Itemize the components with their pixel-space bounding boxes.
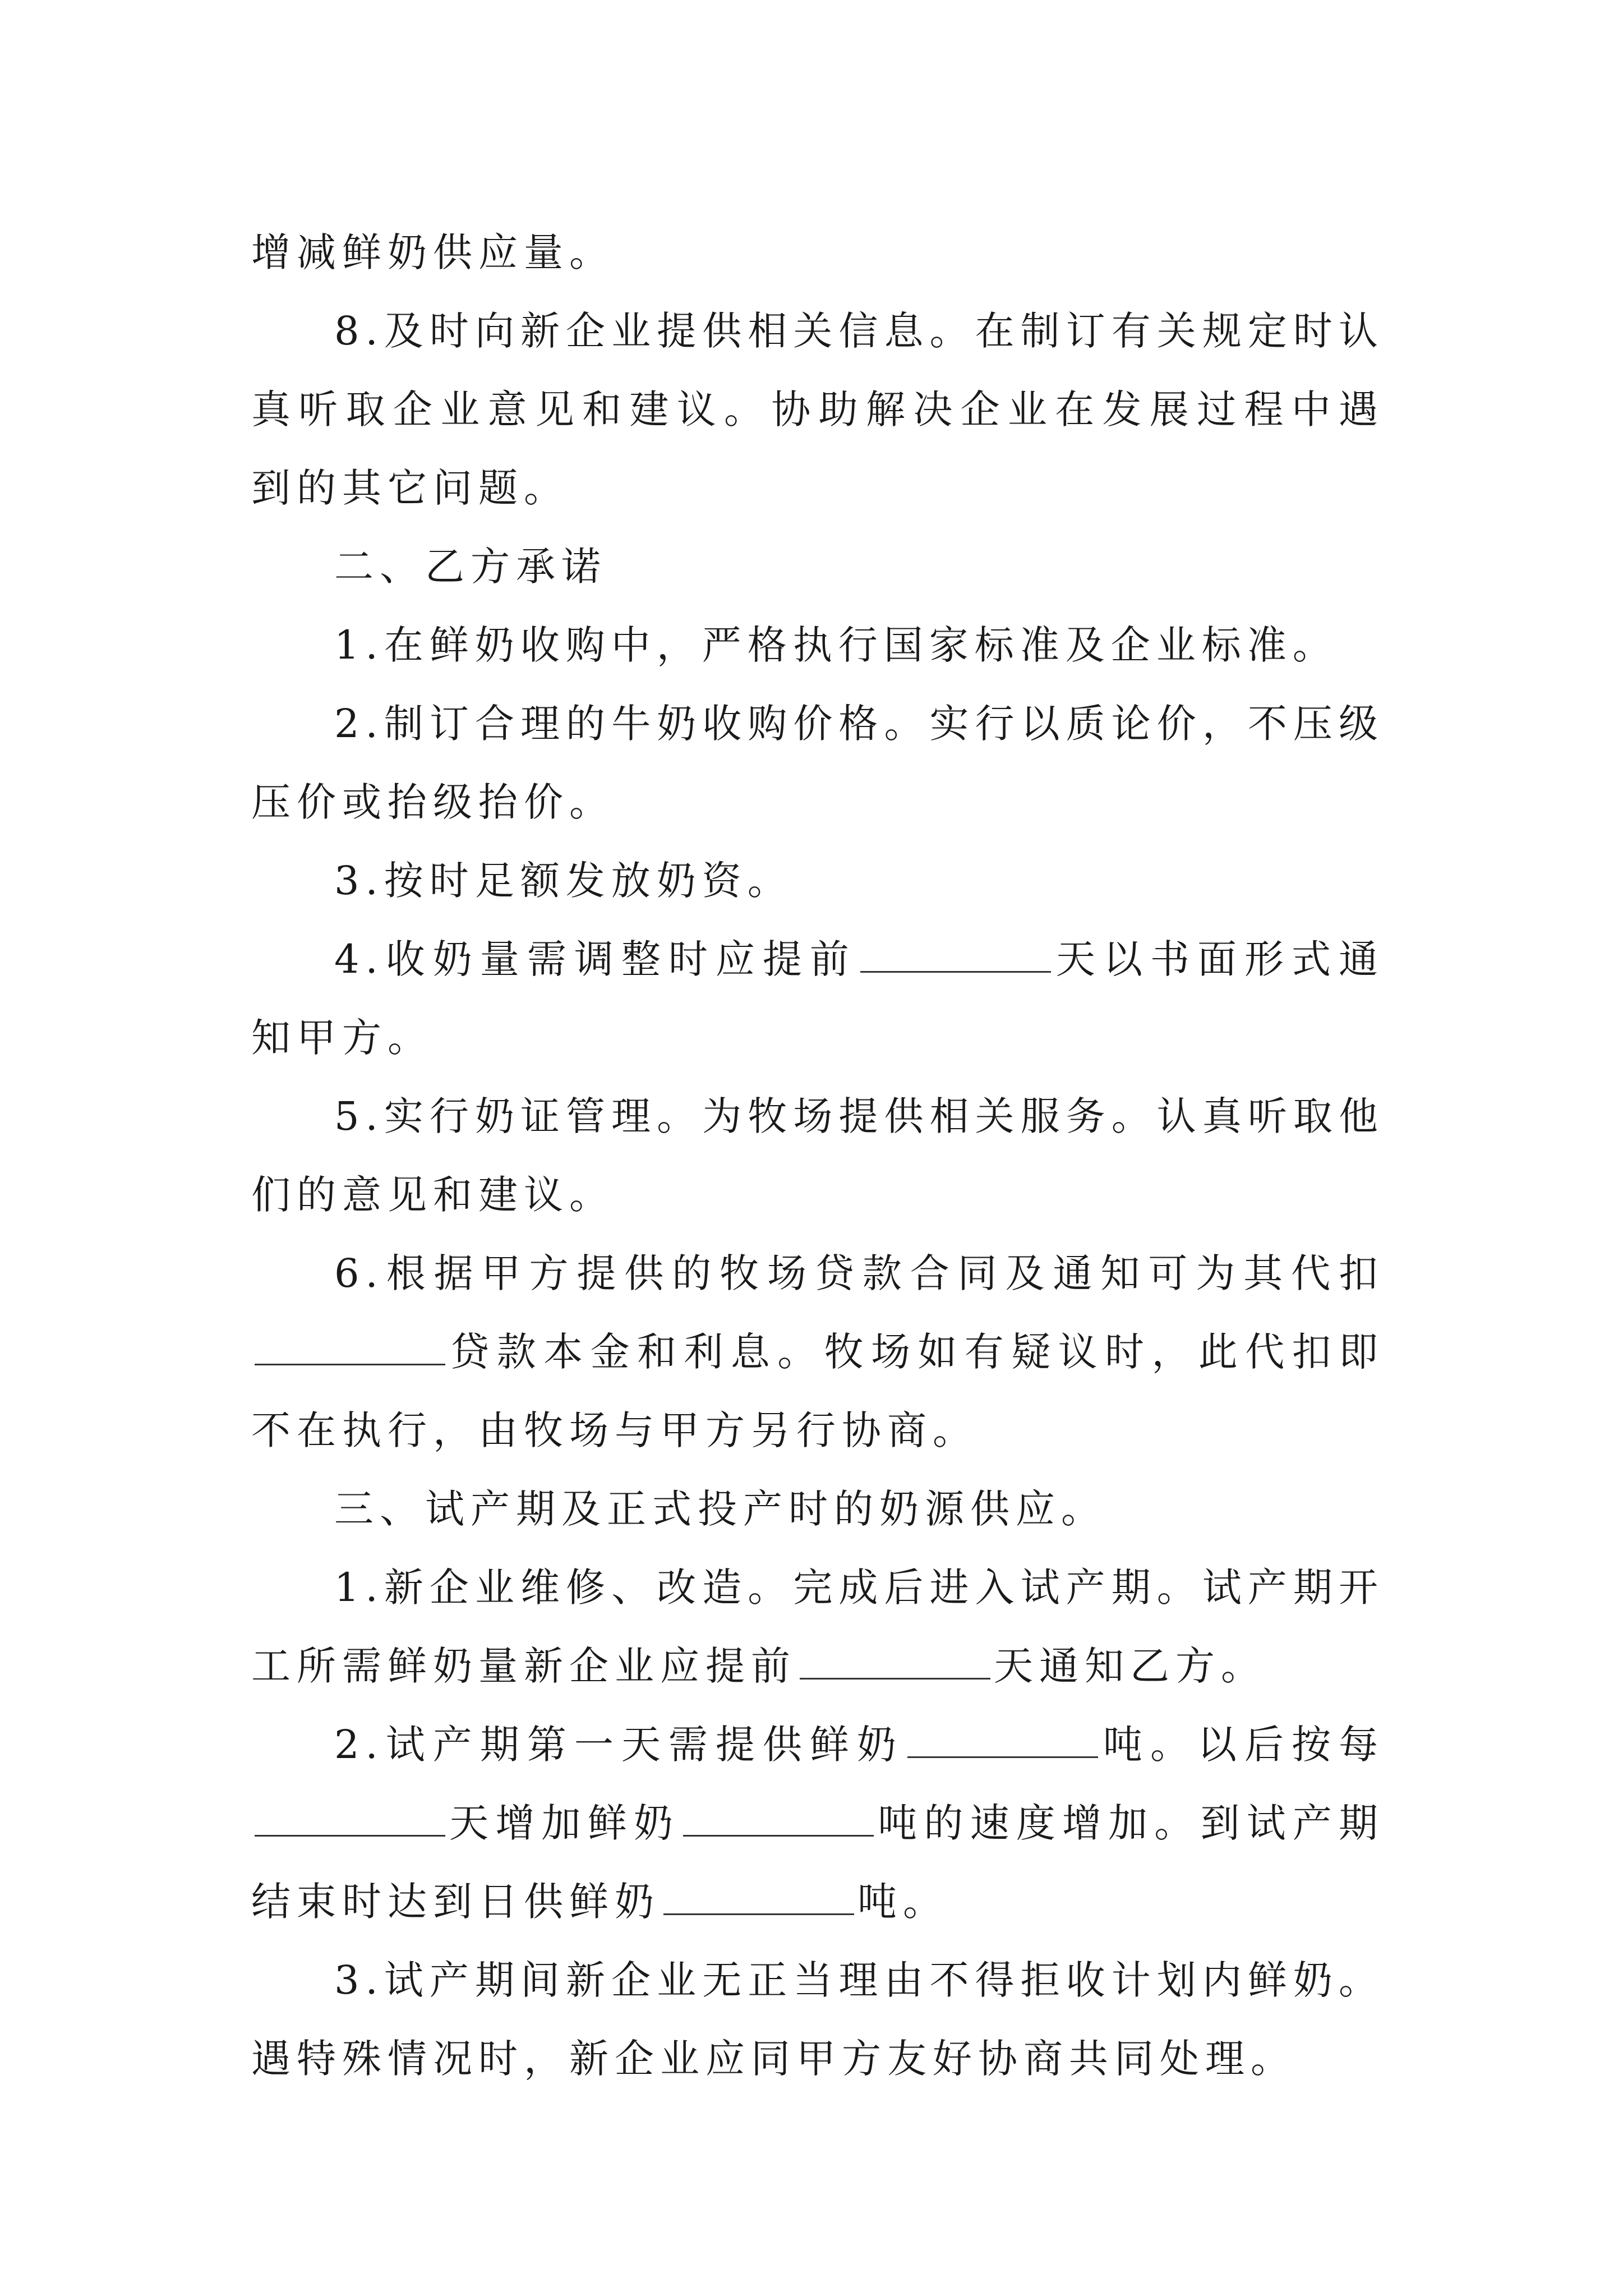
text-segment: 贷款本金和利息。牧场如有疑议时，此代扣即不在执行，由牧场与甲方另行协商。 bbox=[251, 1329, 1384, 1453]
text-segment: 6.根据甲方提供的牧场贷款合同及通知可为其代扣 bbox=[334, 1250, 1384, 1296]
text-segment: 三、试产期及正式投产时的奶源供应。 bbox=[334, 1486, 1106, 1532]
paragraph-item-8 bbox=[251, 292, 1384, 527]
text-segment: 3.试产期间新企业无正当理由不得拒收计划内鲜奶。遇特殊情况时，新企业应同甲方友好协商共同处理。 bbox=[251, 1957, 1384, 2082]
text-segment: 天增加鲜奶 bbox=[449, 1800, 680, 1846]
paragraph-b-item-3 bbox=[251, 841, 1384, 920]
paragraph-supply-adjust bbox=[251, 213, 1384, 292]
section-heading-party-b bbox=[251, 527, 1384, 606]
paragraph-c-item-3 bbox=[251, 1941, 1384, 2098]
text-segment: 2.试产期第一天需提供鲜奶 bbox=[334, 1722, 904, 1768]
text-segment: 1.新企业维修、改造。完成后进入试产期。试产期开工所需鲜奶量新企业应提前 bbox=[251, 1565, 1384, 1689]
paragraph-b-item-5 bbox=[251, 1077, 1384, 1234]
text-segment: 2.制订合理的牛奶收购价格。实行以质论价，不压级压价或抬级抬价。 bbox=[251, 701, 1384, 825]
text-segment: 3.按时足额发放奶资。 bbox=[334, 858, 793, 904]
fill-in-blank[interactable] bbox=[255, 1363, 445, 1365]
paragraph-c-item-2 bbox=[251, 1705, 1384, 1941]
fill-in-blank[interactable] bbox=[907, 1756, 1098, 1758]
text-segment: 天以书面形式通知甲方。 bbox=[251, 936, 1385, 1061]
text-segment: 二、乙方承诺 bbox=[334, 544, 607, 590]
fill-in-blank[interactable] bbox=[255, 1834, 445, 1837]
text-segment: 天通知乙方。 bbox=[994, 1643, 1266, 1689]
paragraph-b-item-6 bbox=[251, 1234, 1384, 1470]
text-segment: 1.在鲜奶收购中，严格执行国家标准及企业标准。 bbox=[334, 622, 1338, 668]
fill-in-blank[interactable] bbox=[663, 1913, 854, 1915]
text-segment: 吨。以后按每 bbox=[1101, 1722, 1384, 1768]
document-body bbox=[251, 213, 1384, 2098]
text-segment: 增减鲜奶供应量。 bbox=[251, 229, 615, 275]
section-heading-trial-production bbox=[251, 1470, 1384, 1548]
text-segment: 5.实行奶证管理。为牧场提供相关服务。认真听取他们的意见和建议。 bbox=[251, 1093, 1384, 1218]
text-segment: 吨。 bbox=[857, 1879, 948, 1925]
fill-in-blank[interactable] bbox=[683, 1834, 874, 1837]
paragraph-b-item-4 bbox=[251, 920, 1384, 1077]
text-segment: 8.及时向新企业提供相关信息。在制订有关规定时认真听取企业意见和建议。协助解决企业在发展过程中遇到的其它问题。 bbox=[251, 308, 1384, 511]
paragraph-b-item-1 bbox=[251, 606, 1384, 684]
fill-in-blank[interactable] bbox=[800, 1677, 990, 1680]
fill-in-blank[interactable] bbox=[860, 970, 1051, 973]
text-segment: 吨的速度增加。到试产期结束时达到日供鲜奶 bbox=[251, 1800, 1385, 1925]
paragraph-b-item-2 bbox=[251, 684, 1384, 841]
paragraph-c-item-1 bbox=[251, 1548, 1384, 1705]
text-segment: 4.收奶量需调整时应提前 bbox=[334, 936, 857, 982]
